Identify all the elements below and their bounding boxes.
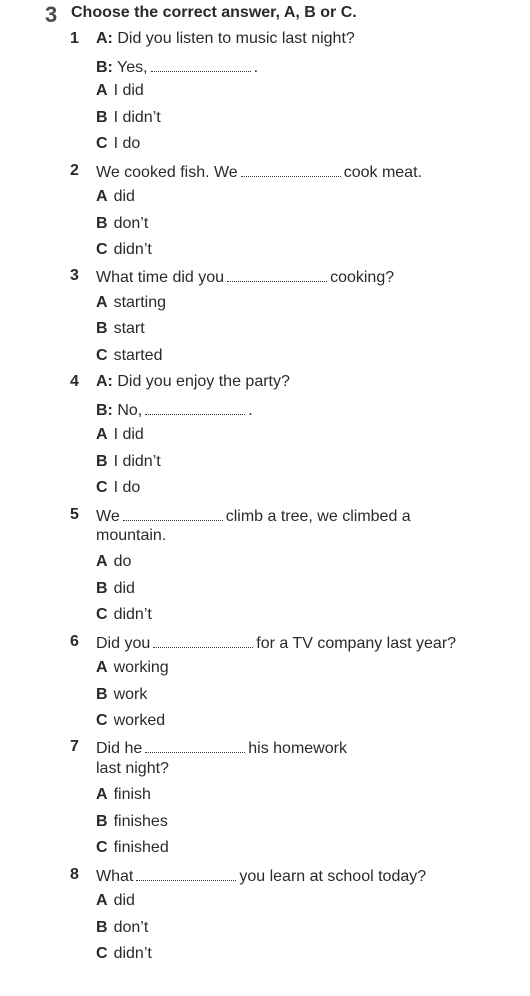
question-number: 7: [70, 738, 79, 755]
option-text: working: [113, 659, 169, 676]
option-text: did: [113, 892, 135, 909]
option-c[interactable]: [96, 479, 140, 497]
prompt-text-end: for a TV company last year?: [256, 635, 457, 652]
option-text: start: [113, 320, 145, 337]
option-letter: C: [96, 945, 108, 962]
prompt-text-end: climb a tree, we climbed a: [225, 508, 411, 525]
prompt-text: Did he: [96, 740, 143, 757]
option-b[interactable]: [96, 320, 145, 338]
option-text: I do: [113, 479, 141, 496]
option-text: finish: [113, 786, 151, 803]
option-text: did: [113, 580, 135, 597]
question-number: 4: [70, 373, 79, 390]
option-letter: B: [96, 686, 108, 703]
option-letter: B: [96, 919, 108, 936]
option-text: I didn’t: [113, 453, 161, 470]
option-a[interactable]: [96, 659, 169, 677]
prompt-text: What: [96, 868, 134, 885]
option-text: I did: [113, 426, 144, 443]
exercise-instruction: Choose the correct answer, A, B or C.: [71, 4, 357, 21]
speaker-label: A:: [96, 373, 113, 390]
prompt-text: We cooked fish. We: [96, 164, 238, 181]
question-6-prompt: [96, 633, 456, 653]
prompt-text: Did you: [96, 635, 151, 652]
option-b[interactable]: [96, 580, 135, 598]
option-a[interactable]: [96, 294, 166, 312]
question-1-prompt: [96, 30, 355, 48]
option-text: worked: [113, 712, 166, 729]
question-4-prompt: [96, 373, 290, 391]
option-c[interactable]: [96, 347, 162, 365]
option-letter: B: [96, 813, 108, 830]
option-c[interactable]: [96, 839, 169, 857]
question-7-continuation: last night?: [96, 760, 169, 777]
option-letter: A: [96, 82, 108, 99]
option-a[interactable]: [96, 188, 135, 206]
option-text: I did: [113, 82, 144, 99]
question-number: 8: [70, 866, 79, 883]
option-b[interactable]: [96, 215, 148, 233]
option-letter: B: [96, 580, 108, 597]
option-text: do: [113, 553, 132, 570]
option-letter: A: [96, 426, 108, 443]
prompt-text: Did you listen to music last night?: [117, 30, 355, 47]
option-c[interactable]: [96, 241, 152, 259]
option-text: I do: [113, 135, 141, 152]
option-letter: A: [96, 188, 108, 205]
question-5-continuation: mountain.: [96, 527, 167, 544]
option-letter: C: [96, 479, 108, 496]
answer-blank[interactable]: [145, 738, 245, 753]
option-a[interactable]: [96, 786, 151, 804]
answer-blank[interactable]: [151, 57, 251, 72]
option-text: work: [113, 686, 148, 703]
prompt-text-end: you learn at school today?: [239, 868, 427, 885]
question-number: 5: [70, 506, 79, 523]
answer-blank[interactable]: [227, 267, 327, 282]
option-letter: B: [96, 320, 108, 337]
option-c[interactable]: [96, 135, 140, 153]
option-letter: C: [96, 347, 108, 364]
question-7-prompt: [96, 738, 347, 758]
question-number: 6: [70, 633, 79, 650]
speaker-label: B:: [96, 402, 113, 419]
answer-blank[interactable]: [123, 506, 223, 521]
option-text: finished: [113, 839, 169, 856]
prompt-text: Did you enjoy the party?: [117, 373, 290, 390]
question-8-prompt: [96, 866, 426, 886]
speaker-label: B:: [96, 59, 113, 76]
option-a[interactable]: [96, 892, 135, 910]
option-text: did: [113, 188, 135, 205]
option-text: didn’t: [113, 241, 152, 258]
answer-blank[interactable]: [153, 633, 253, 648]
question-number: 3: [70, 267, 79, 284]
question-number: 1: [70, 30, 79, 47]
option-letter: C: [96, 241, 108, 258]
question-5-prompt: [96, 506, 411, 526]
response-text: Yes,: [117, 59, 148, 76]
answer-blank[interactable]: [136, 866, 236, 881]
question-1-response: [96, 57, 258, 77]
option-letter: B: [96, 453, 108, 470]
option-letter: C: [96, 606, 108, 623]
option-letter: A: [96, 786, 108, 803]
option-text: didn’t: [113, 945, 152, 962]
option-c[interactable]: [96, 712, 165, 730]
option-text: don’t: [113, 919, 149, 936]
option-letter: C: [96, 135, 108, 152]
option-text: didn’t: [113, 606, 152, 623]
option-c[interactable]: [96, 606, 152, 624]
option-b[interactable]: [96, 686, 147, 704]
prompt-text-end: his homework: [248, 740, 347, 757]
option-c[interactable]: [96, 945, 152, 963]
exercise-number: 3: [45, 2, 58, 27]
option-a[interactable]: [96, 553, 131, 571]
question-2-prompt: [96, 162, 422, 182]
option-letter: A: [96, 659, 108, 676]
option-letter: B: [96, 109, 108, 126]
option-letter: A: [96, 294, 108, 311]
option-letter: B: [96, 215, 108, 232]
option-letter: A: [96, 553, 108, 570]
option-letter: A: [96, 892, 108, 909]
question-number: 2: [70, 162, 79, 179]
question-3-prompt: [96, 267, 394, 287]
prompt-text: We: [96, 508, 120, 525]
option-letter: C: [96, 712, 108, 729]
question-4-response: [96, 400, 253, 420]
option-a[interactable]: [96, 426, 144, 444]
option-a[interactable]: [96, 82, 144, 100]
option-text: don’t: [113, 215, 149, 232]
prompt-text-end: cooking?: [330, 269, 395, 286]
prompt-text-end: cook meat.: [343, 164, 422, 181]
option-b[interactable]: [96, 453, 161, 471]
option-b[interactable]: [96, 109, 161, 127]
prompt-text: What time did you: [96, 269, 225, 286]
response-end: .: [248, 402, 253, 419]
option-text: finishes: [113, 813, 168, 830]
option-text: starting: [113, 294, 167, 311]
option-text: started: [113, 347, 163, 364]
answer-blank[interactable]: [145, 400, 245, 415]
option-b[interactable]: [96, 919, 148, 937]
response-end: .: [253, 59, 259, 76]
response-text: No,: [117, 402, 143, 419]
option-b[interactable]: [96, 813, 168, 831]
option-text: I didn’t: [113, 109, 161, 126]
option-letter: C: [96, 839, 108, 856]
speaker-label: A:: [96, 30, 113, 47]
answer-blank[interactable]: [241, 162, 341, 177]
